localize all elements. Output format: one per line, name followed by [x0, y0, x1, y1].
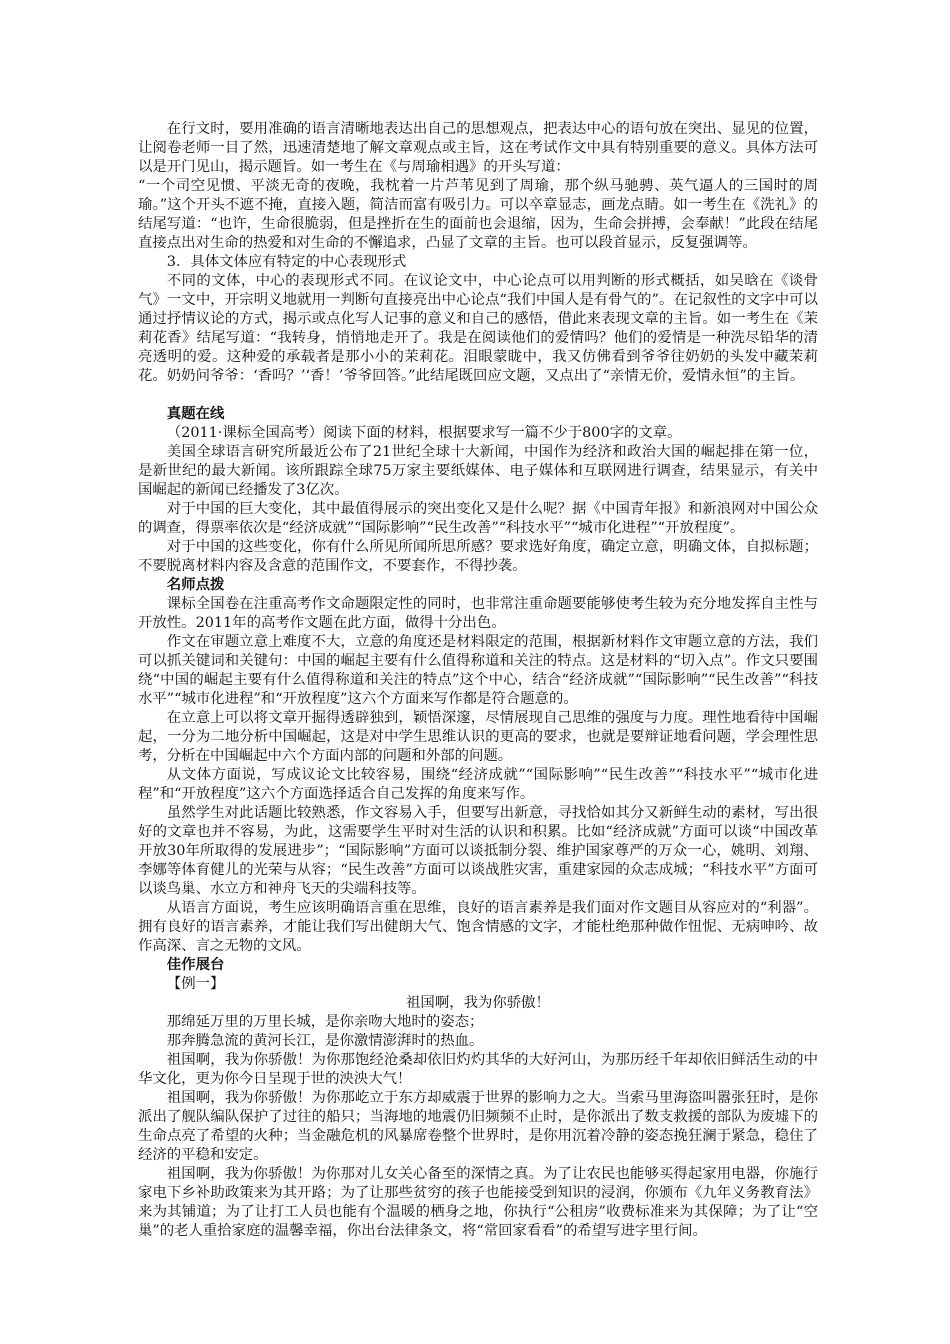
- example-label: 【例一】: [166, 976, 225, 992]
- body-paragraph: 在行文时，要用准确的语言清晰地表达出自己的思想观点，把表达中心的语句放在突出、显见的位置，让阅卷老师一目了然，迅速清楚地了解文章观点或主旨，这在考试作文中具有特别重要的意义。具体方法可以是开门见山，揭示题旨。如一考生在《与周瑜相遇》的开头写道：: [138, 121, 818, 175]
- body-paragraph: 在立意上可以将文章开掘得透辟独到，颖悟深邃，尽情展现自己思维的强度与力度。理性地看待中国崛起，一分为二地分析中国崛起，这是对中学生思维认识的更高的要求，也就是要辩证地看问题，学会理性思考，分析在中国崛起中六个方面内部的问题和外部的问题。: [138, 710, 818, 764]
- body-paragraph: 对于中国的巨大变化，其中最值得展示的突出变化又是什么呢？据《中国青年报》和新浪网对中国公众的调查，得票率依次是“经济成就”“国际影响”“民生改善”“科技水平”“城市化进程”“开放程度”。: [138, 501, 818, 536]
- section-heading-mingshi: 名师点拨: [166, 577, 225, 593]
- body-paragraph: 虽然学生对此话题比较熟悉，作文容易入手，但要写出新意，寻找恰如其分又新鲜生动的素材，写出很好的文章也并不容易，为此，这需要学生平时对生活的认识和积累。比如“经济成就”方面可以谈“中国改革开放30年所取得的发展进步”；“国际影响”方面可以谈抵制分裂、维护国家尊严的万众一心，姚明、刘翔、李娜等体育健儿的光荣与从容；“民生改善”方面可以谈战胜灾害，重建家园的众志成城；“科技水平”方面可以谈鸟巢、水立方和神舟飞天的尖端科技等。: [138, 805, 818, 897]
- essay-paragraph: 祖国啊，我为你骄傲！为你那屹立于东方却威震于世界的影响力之大。当索马里海盗叫嚣张狂时，是你派出了舰队编队保护了过往的船只；当海地的地震仍旧频频不止时，是你派出了数支救援的部队为废墟下的生命点亮了希望的火种；当金融危机的风暴席卷整个世界时，是你用沉着冷静的姿态挽狂澜于紧急，稳住了经济的平稳和安定。: [138, 1090, 818, 1163]
- body-paragraph: “一个司空见惯、平淡无奇的夜晚，我枕着一片芦苇见到了周瑜，那个纵马驰骋、英气逼人的三国时的周瑜。”这个开头不遮不掩，直接入题，简洁而富有吸引力。可以卒章显志，画龙点睛。如一考生在《洗礼》的结尾写道：“也许，生命很脆弱，但是挫折在生的面前也会退缩，因为，生命会拼搏，会奉献！”此段在结尾直接点出对生命的热爱和对生命的不懈追求，凸显了文章的主旨。也可以段首显示，反复强调等。: [138, 178, 818, 251]
- body-paragraph: 美国全球语言研究所最近公布了21世纪全球十大新闻，中国作为经济和政治大国的崛起排在第一位，是新世纪的最大新闻。该所跟踪全球75万家主要纸媒体、电子媒体和互联网进行调查，结果显示，有关中国崛起的新闻已经播发了3亿次。: [138, 444, 818, 498]
- body-paragraph: 从语言方面说，考生应该明确语言重在思维，良好的语言素养是我们面对作文题目从容应对的“利器”。拥有良好的语言素养，才能让我们写出健朗大气、饱含情感的文字，才能杜绝那种做作忸怩、无病呻吟、故作高深、言之无物的文风。: [138, 900, 818, 954]
- essay-line: 那绵延万里的万里长城，是你亲吻大地时的姿态；: [166, 1014, 484, 1030]
- essay-line: 那奔腾急流的黄河长江，是你激情澎湃时的热血。: [166, 1033, 484, 1049]
- body-paragraph: 课标全国卷在注重高考作文命题限定性的同时，也非常注重命题要能够使考生较为充分地发挥自主性与开放性。2011年的高考作文题在此方面，做得十分出色。: [138, 596, 818, 631]
- essay-paragraph: 祖国啊，我为你骄傲！为你那饱经沧桑却依旧灼灼其华的大好河山，为那历经千年却依旧鲜活生动的中华文化，更为你今日呈现于世的泱泱大气！: [138, 1052, 818, 1087]
- body-paragraph: （2011·课标全国高考）阅读下面的材料，根据要求写一篇不少于800字的文章。: [166, 425, 682, 441]
- section-heading-jiazuo: 佳作展台: [166, 957, 225, 973]
- section-heading-zhenti: 真题在线: [166, 406, 225, 422]
- body-paragraph: 不同的文体，中心的表现形式不同。在议论文中，中心论点可以用判断的形式概括，如吴晗在《谈骨气》一文中，开宗明义地就用一判断句直接亮出中心论点“我们中国人是有骨气的”。在记叙性的文字中可以通过抒情议论的方式，揭示或点化写人记事的意义和自己的感悟，借此来表现文章的主旨。如一考生在《茉莉花香》结尾写道：“我转身，悄悄地走开了。我是在阅读他们的爱情吗？他们的爱情是一种洗尽铅华的清亮透明的爱。这种爱的承载者是那小小的茉莉花。泪眼蒙眬中，我又仿佛看到爷爷往奶奶的头发中藏茉莉花。奶奶问爷爷：‘香吗？’‘香！’爷爷回答。”此结尾既回应文题，又点出了“亲情无价，爱情永恒”的主旨。: [138, 273, 818, 384]
- body-paragraph: 对于中国的这些变化，你有什么所见所闻所思所感？要求选好角度，确定立意，明确文体，自拟标题；不要脱离材料内容及含意的范围作文，不要套作，不得抄袭。: [138, 539, 818, 574]
- body-paragraph: 从文体方面说，写成议论文比较容易，围绕“经济成就”“国际影响”“民生改善”“科技水平”“城市化进程”和“开放程度”这六个方面选择适合自己发挥的角度来写作。: [138, 767, 818, 802]
- document-page: [138, 120, 818, 1241]
- essay-title: 祖国啊，我为你骄傲！: [406, 995, 550, 1011]
- essay-paragraph: 祖国啊，我为你骄傲！为你那对儿女关心备至的深情之真。为了让农民也能够买得起家用电器，你施行家电下乡补助政策来为其开路；为了让那些贫穷的孩子也能接受到知识的浸润，你颁布《九年义务教育法》来为其铺道；为了让打工人员也能有个温暖的栖身之地，你执行“公租房”收费标准来为其保障；为了让“空巢”的老人重拾家庭的温馨幸福，你出台法律条文，将“常回家看看”的希望写进字里行间。: [138, 1166, 818, 1239]
- subsection-title: 3．具体文体应有特定的中心表现形式: [166, 254, 407, 270]
- body-paragraph: 作文在审题立意上难度不大，立意的角度还是材料限定的范围，根据新材料作文审题立意的方法，我们可以抓关键词和关键句：中国的崛起主要有什么值得称道和关注的特点。这是材料的“切入点”。作文只要围绕“中国的崛起主要有什么值得称道和关注的特点”这个中心，结合“经济成就”“国际影响”“民生改善”“科技水平”“城市化进程”和“开放程度”这六个方面来写作都是符合题意的。: [138, 634, 818, 707]
